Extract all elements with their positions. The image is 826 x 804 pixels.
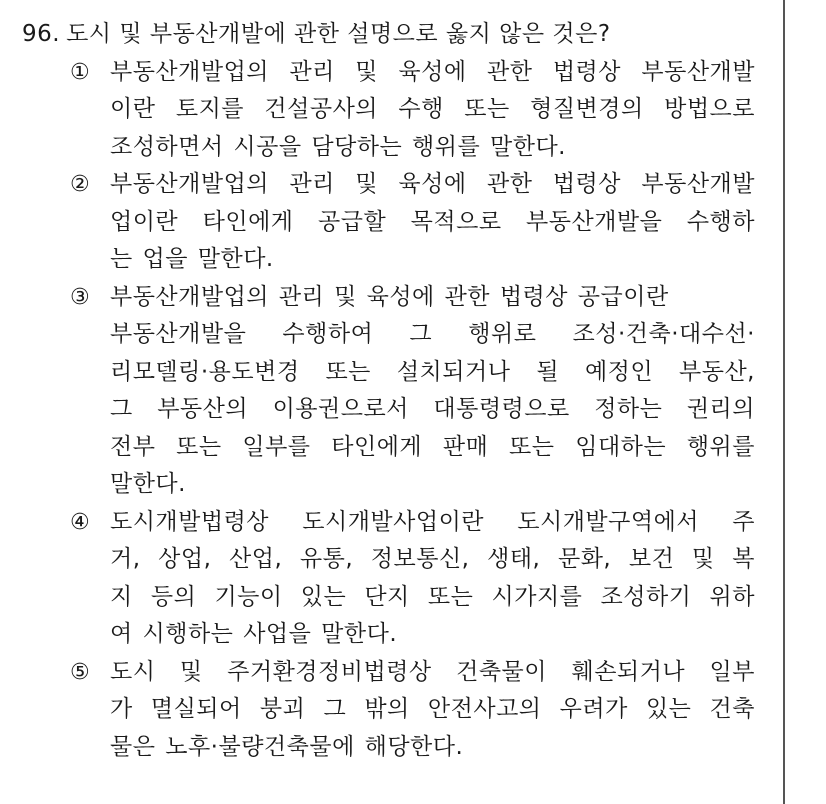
option-1[interactable]: [0, 54, 755, 167]
option-5-line-3: 물은 노후·불량건축물에 해당한다.: [110, 733, 464, 760]
option-2[interactable]: [0, 166, 755, 279]
option-2-line-2: 업이란 타인에게 공급할 목적으로 부동산개발을 수행하: [110, 208, 755, 235]
option-4[interactable]: [0, 504, 755, 654]
question-stem: [22, 16, 762, 54]
option-3-line-5: 전부 또는 일부를 타인에게 판매 또는 임대하는 행위를: [110, 433, 755, 460]
option-4-line-1: 도시개발법령상 도시개발사업이란 도시개발구역에서 주: [110, 508, 755, 535]
option-5-marker: ⑤: [70, 659, 91, 685]
option-3-line-4: 그 부동산의 이용권으로서 대통령령으로 정하는 권리의: [110, 396, 755, 422]
option-4-line-3: 지 등의 기능이 있는 단지 또는 시가지를 조성하기 위하: [110, 583, 755, 610]
option-1-line-1: 부동산개발업의 관리 및 육성에 관한 법령상 부동산개발: [110, 58, 755, 85]
option-1-marker: ①: [70, 59, 91, 85]
option-3-line-6: 말한다.: [110, 471, 186, 497]
option-3-line-2: 부동산개발을 수행하여 그 행위로 조성·건축·대수선·: [110, 321, 755, 347]
option-5-line-2: 가 멸실되어 붕괴 그 밖의 안전사고의 우려가 있는 건축: [110, 696, 755, 722]
option-3-line-3: 리모델링·용도변경 또는 설치되거나 될 예정인 부동산,: [110, 358, 755, 385]
option-2-line-1: 부동산개발업의 관리 및 육성에 관한 법령상 부동산개발: [110, 171, 755, 197]
question-number: 96.: [22, 21, 61, 47]
option-4-marker: ④: [70, 509, 91, 535]
answer-options: [0, 54, 826, 767]
option-5-line-1: 도시 및 주거환경정비법령상 건축물이 훼손되거나 일부: [110, 658, 755, 685]
option-3-line-1: 부동산개발업의 관리 및 육성에 관한 법령상 공급이란: [110, 283, 669, 310]
option-3-marker: ③: [70, 284, 91, 310]
option-4-line-4: 여 시행하는 사업을 말한다.: [110, 621, 398, 647]
option-2-line-3: 는 업을 말한다.: [110, 246, 274, 272]
option-4-line-2: 거, 상업, 산업, 유통, 정보통신, 생태, 문화, 보건 및 복: [110, 546, 755, 572]
question-text: 도시 및 부동산개발에 관한 설명으로 옳지 않은 것은?: [66, 21, 611, 47]
option-2-marker: ②: [70, 172, 91, 197]
option-1-line-2: 이란 토지를 건설공사의 수행 또는 형질변경의 방법으로: [110, 96, 755, 122]
column-divider: [783, 0, 785, 804]
option-1-line-3: 조성하면서 시공을 담당하는 행위를 말한다.: [110, 133, 566, 160]
option-5[interactable]: [0, 654, 755, 767]
option-3[interactable]: [0, 279, 755, 504]
